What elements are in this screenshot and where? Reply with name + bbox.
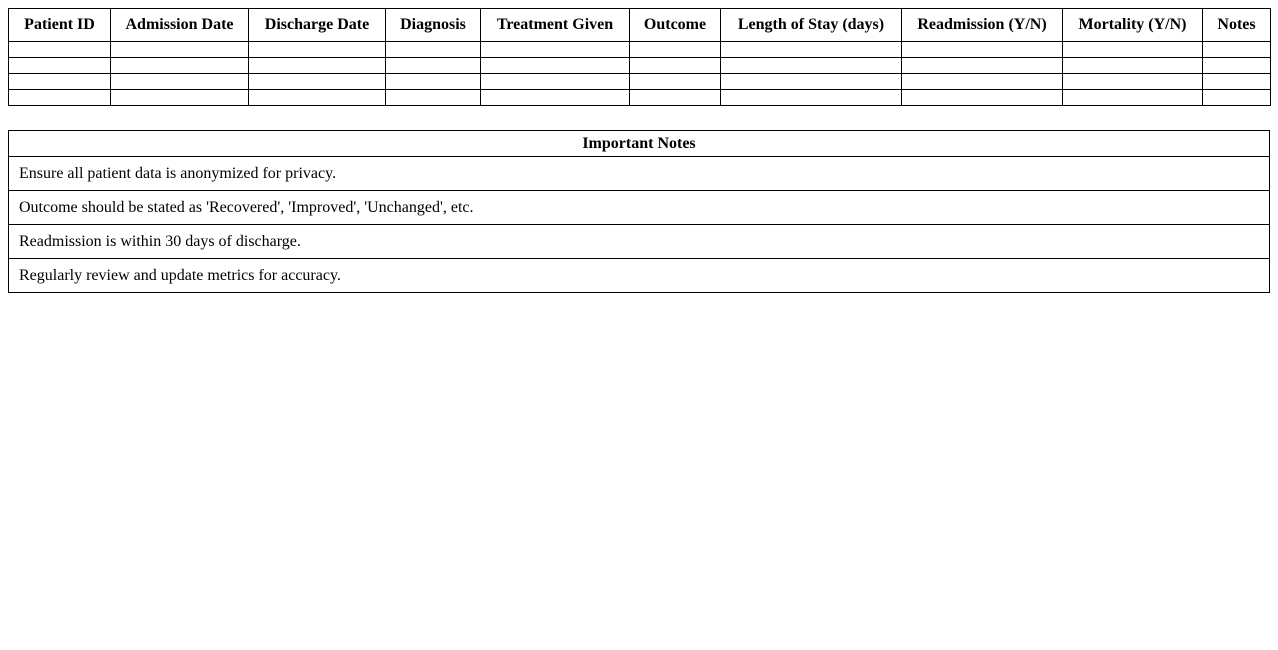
empty-cell [386,90,481,106]
empty-cell [902,90,1063,106]
empty-cell [249,90,386,106]
empty-cell [1063,58,1203,74]
column-header-diagnosis: Diagnosis [386,9,481,42]
metrics-table-body [9,42,1271,106]
empty-cell [111,58,249,74]
empty-cell [481,90,630,106]
empty-cell [249,74,386,90]
empty-cell [249,42,386,58]
column-header-outcome: Outcome [630,9,721,42]
empty-cell [721,42,902,58]
empty-cell [902,42,1063,58]
empty-cell [1203,74,1271,90]
empty-cell [9,74,111,90]
note-row [9,191,1270,225]
column-header-discharge-date: Discharge Date [249,9,386,42]
note-row [9,259,1270,293]
important-notes-table [8,130,1270,293]
column-header-length-of-stay: Length of Stay (days) [721,9,902,42]
empty-cell [386,74,481,90]
patient-metrics-table [8,8,1271,106]
metrics-empty-row [9,58,1271,74]
empty-cell [111,90,249,106]
column-header-admission-date: Admission Date [111,9,249,42]
note-item: Outcome should be stated as 'Recovered', 'Improved', 'Unchanged', etc. [9,191,1270,225]
empty-cell [1063,90,1203,106]
empty-cell [902,74,1063,90]
empty-cell [630,74,721,90]
empty-cell [1203,90,1271,106]
note-row [9,157,1270,191]
empty-cell [630,58,721,74]
column-header-treatment-given: Treatment Given [481,9,630,42]
empty-cell [481,58,630,74]
column-header-patient-id: Patient ID [9,9,111,42]
empty-cell [1203,58,1271,74]
empty-cell [630,42,721,58]
empty-cell [9,90,111,106]
column-header-mortality: Mortality (Y/N) [1063,9,1203,42]
empty-cell [1063,74,1203,90]
column-header-notes: Notes [1203,9,1271,42]
note-row [9,225,1270,259]
metrics-empty-row [9,90,1271,106]
empty-cell [481,42,630,58]
empty-cell [1203,42,1271,58]
empty-cell [1063,42,1203,58]
empty-cell [721,58,902,74]
empty-cell [111,42,249,58]
metrics-header-row [9,9,1271,42]
empty-cell [249,58,386,74]
notes-header-row [9,131,1270,157]
notes-table-title: Important Notes [9,131,1270,157]
empty-cell [630,90,721,106]
empty-cell [902,58,1063,74]
note-item: Ensure all patient data is anonymized for privacy. [9,157,1270,191]
empty-cell [481,74,630,90]
empty-cell [9,58,111,74]
empty-cell [721,74,902,90]
empty-cell [111,74,249,90]
empty-cell [9,42,111,58]
note-item: Readmission is within 30 days of discharge. [9,225,1270,259]
empty-cell [721,90,902,106]
note-item: Regularly review and update metrics for accuracy. [9,259,1270,293]
empty-cell [386,42,481,58]
column-header-readmission: Readmission (Y/N) [902,9,1063,42]
metrics-empty-row [9,74,1271,90]
empty-cell [386,58,481,74]
metrics-empty-row [9,42,1271,58]
